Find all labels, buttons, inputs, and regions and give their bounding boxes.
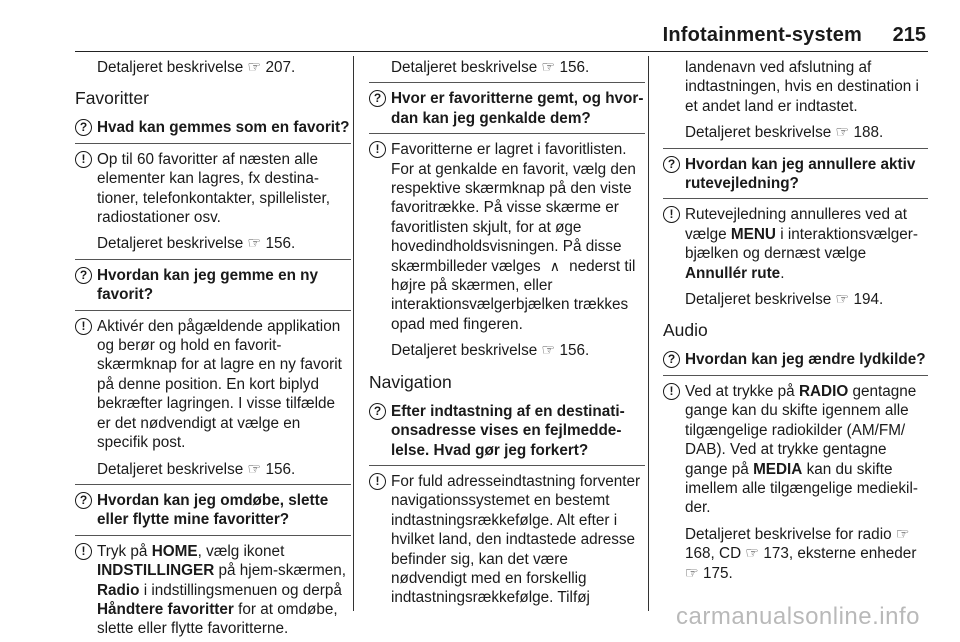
question-text: Hvordan kan jeg annullere aktiv rutevejledning?	[685, 155, 916, 193]
bold-term: MEDIA	[753, 460, 803, 478]
column-divider	[648, 56, 649, 611]
answer-item	[75, 150, 351, 254]
answer-text: Aktivér den pågældende applikation og berør og hold en favoritskærmknap for at lagre en ny favorit på denne position. En kort biplyd bekræfter lagringen. I visse tilfælde er det nødvendigt at vælge en specifik post.	[97, 317, 342, 452]
text-run: .	[780, 264, 785, 282]
text-run: i indstillingsmenuen og derpå	[139, 581, 342, 599]
divider	[75, 143, 351, 144]
question-icon: ?	[75, 119, 92, 136]
question-text: Hvordan kan jeg gemme en ny favorit?	[97, 266, 319, 304]
divider	[369, 465, 645, 466]
page-header	[75, 24, 928, 52]
answer-item	[369, 472, 645, 608]
text-run: nederst til højre på skærmen, eller interaktionsvælgerbjælken trækkes opad med fingeren.	[391, 257, 636, 333]
question-item	[75, 118, 351, 137]
question-icon: ?	[369, 90, 386, 107]
text-run: Tryk på	[97, 542, 152, 560]
column-1	[75, 58, 351, 639]
reference-text: Detaljeret beskrivelse ☞ 156.	[391, 59, 590, 76]
text-run: på hjem-skærmen,	[214, 562, 347, 580]
question-icon: ?	[663, 351, 680, 368]
answer-item	[663, 205, 928, 309]
answer-text	[685, 206, 918, 281]
divider	[75, 535, 351, 536]
answer-icon: !	[369, 141, 386, 158]
reference-text: Detaljeret beskrivelse ☞ 156.	[97, 235, 296, 253]
bold-term: RADIO	[798, 382, 849, 400]
reference-text: Detaljeret beskrivelse for radio ☞ 168, CD ☞ 173, eksterne enheder ☞ 175.	[685, 525, 917, 582]
bold-term: Håndtere favoritter	[97, 600, 234, 618]
text-run: gentagne gange kan du skifte igennem alle tilgængelige radiokilder (AM/FM/ DAB). Ved at trykke gentagne gange på	[685, 382, 917, 478]
answer-continuation: landenavn ved afslutning af indtastningen, hvis en destination i et andet land er indtastet.	[685, 59, 919, 115]
question-text: Efter indtastning af en destinationsadresse vises en fejlmeddelelse. Hvad gør jeg forkert?	[391, 402, 625, 459]
answer-text	[685, 383, 918, 516]
answer-text	[391, 141, 636, 333]
section-heading-favoritter: Favoritter	[75, 88, 149, 109]
divider	[663, 148, 928, 149]
question-item	[663, 155, 928, 194]
question-item	[75, 491, 351, 530]
text-run: Rutevejledning annulleres ved at vælge	[685, 206, 907, 243]
divider	[75, 484, 351, 485]
bold-term: Annullér rute	[685, 264, 781, 282]
bold-term: MENU	[730, 225, 776, 243]
text-run: kan du skifte imellem alle tilgængelige mediekilder.	[685, 460, 918, 517]
section-heading-navigation: Navigation	[369, 371, 452, 392]
answer-item	[75, 317, 351, 479]
page-number: 215	[892, 24, 926, 46]
question-text: Hvordan kan jeg omdøbe, slette eller flytte mine favoritter?	[97, 491, 329, 529]
section-heading-audio: Audio	[663, 320, 708, 341]
divider	[663, 375, 928, 376]
question-icon: ?	[75, 267, 92, 284]
answer-text: Op til 60 favoritter af næsten alle elementer kan lagres, fx destinationer, telefonkontakter, spillelister, radiostationer osv.	[97, 150, 330, 227]
bold-term: Radio	[97, 581, 140, 599]
answer-icon: !	[663, 206, 680, 223]
text-run: for at omdøbe, slette eller flytte favoritterne.	[97, 600, 338, 638]
answer-icon: !	[75, 151, 92, 168]
divider	[75, 310, 351, 311]
column-divider	[353, 56, 354, 611]
column-2	[369, 58, 645, 608]
text-run: , vælg ikonet	[197, 542, 285, 560]
question-text: Hvor er favoritterne gemt, og hvordan kan jeg genkalde dem?	[391, 90, 644, 127]
answer-icon: !	[369, 473, 386, 490]
answer-icon: !	[663, 383, 680, 400]
question-item	[663, 350, 928, 369]
answer-icon: !	[75, 543, 92, 560]
chevron-up-icon: ∧	[549, 257, 560, 274]
answer-text: For fuld adresseindtastning forventer navigationssystemet en bestemt indtastningsrækkefølge. Alt efter i hvilket land, den indtastede adresse befinder sig, kan det være nødvendigt med en forskellig indtastningsrækkefølge. Tilføj	[391, 472, 641, 607]
answer-item	[369, 140, 645, 360]
bold-term: HOME	[151, 542, 198, 560]
watermark: carmanualsonline.info	[676, 603, 920, 630]
text-run: Ved at trykke på	[685, 382, 799, 400]
reference-text: Detaljeret beskrivelse ☞ 194.	[685, 291, 884, 309]
question-text: Hvad kan gemmes som en favorit?	[97, 119, 350, 137]
reference-text: Detaljeret beskrivelse ☞ 156.	[97, 460, 296, 478]
bold-term: INDSTILLINGER	[97, 562, 215, 580]
answer-item	[663, 382, 928, 583]
divider	[75, 259, 351, 260]
question-item	[369, 89, 645, 128]
question-icon: ?	[663, 156, 680, 173]
question-item	[75, 266, 351, 305]
page-title: Infotainment-system	[662, 24, 862, 46]
column-3	[663, 58, 928, 583]
text-run: i interaktionsvælgerbjælken og dernæst vælge	[685, 225, 918, 263]
divider	[663, 198, 928, 199]
text-run: Favoritterne er lagret i favoritlisten. For at genkalde en favorit, vælg den respektive skærmknap på den viste favoritrække. På visse skærme er favoritlisten skjult, for at øge hovedindholdsvisningen. På disse skærmbilleder vælges	[391, 141, 636, 275]
question-item	[369, 402, 645, 460]
divider	[369, 82, 645, 83]
reference-text: Detaljeret beskrivelse ☞ 207.	[97, 59, 296, 76]
question-text: Hvordan kan jeg ændre lydkilde?	[685, 351, 926, 369]
reference-text: Detaljeret beskrivelse ☞ 188.	[685, 124, 884, 142]
question-icon: ?	[369, 403, 386, 420]
answer-item	[75, 542, 351, 639]
answer-text	[97, 543, 346, 638]
reference-text: Detaljeret beskrivelse ☞ 156.	[391, 342, 590, 360]
question-icon: ?	[75, 492, 92, 509]
answer-icon: !	[75, 318, 92, 335]
divider	[369, 133, 645, 134]
